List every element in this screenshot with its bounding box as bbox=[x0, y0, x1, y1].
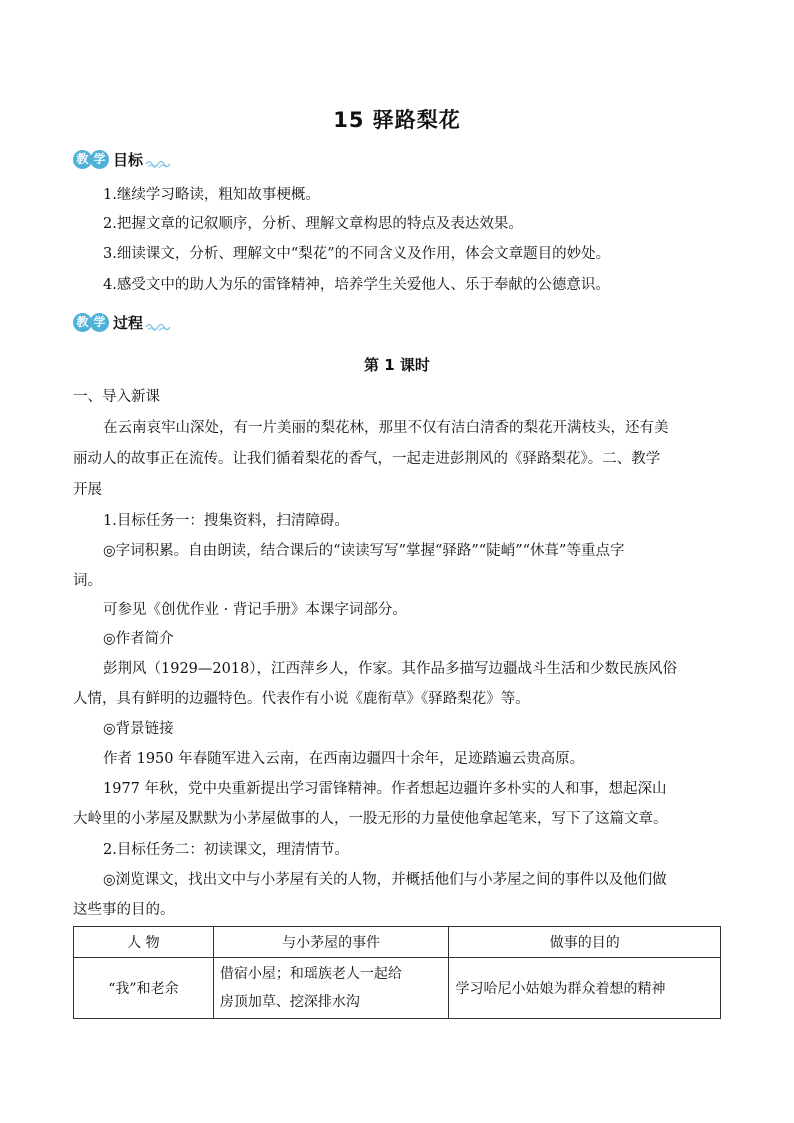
section-label: 过程 bbox=[113, 313, 144, 332]
section-header-process bbox=[73, 311, 171, 333]
wave-decoration-icon bbox=[145, 321, 171, 331]
body-line: 作者 1950 年春随军进入云南，在西南边疆四十余年，足迹踏遍云贵高原。 bbox=[103, 751, 585, 767]
table-header-cell: 人 物 bbox=[74, 927, 214, 958]
lesson-title: 第 1 课时 bbox=[364, 356, 430, 374]
table-header-row bbox=[74, 927, 721, 958]
event-line: 房顶加草、挖深排水沟 bbox=[219, 994, 360, 1010]
body-line: 2.目标任务二：初读课文，理清情节。 bbox=[103, 842, 349, 858]
body-line: ◎浏览课文，找出文中与小茅屋有关的人物，并概括他们与小茅屋之间的事件以及他们做 bbox=[103, 872, 667, 888]
body-line: 彭荆风（1929—2018），江西萍乡人，作家。其作品多描写边疆战斗生活和少数民族风俗 bbox=[103, 661, 678, 677]
table-cell-person: “我”和老余 bbox=[74, 958, 214, 1019]
goal-item: 2.把握文章的记叙顺序，分析、理解文章构思的特点及表达效果。 bbox=[103, 216, 523, 232]
badge-char: 教 bbox=[73, 150, 92, 169]
body-line: 人情，具有鲜明的边疆特色。代表作有小说《鹿衔草》《驿路梨花》等。 bbox=[73, 691, 530, 707]
goal-item: 3.细读课文，分析、理解文中“梨花”的不同含义及作用，体会文章题目的妙处。 bbox=[103, 246, 611, 262]
section-badge bbox=[73, 313, 107, 332]
body-line: 可参见《创优作业 · 背记手册》本课字词部分。 bbox=[103, 602, 407, 618]
badge-char: 学 bbox=[90, 313, 109, 332]
table-header-cell: 做事的目的 bbox=[449, 927, 721, 958]
section-label: 目标 bbox=[113, 150, 144, 169]
goal-item: 1.继续学习略读，粗知故事梗概。 bbox=[103, 187, 320, 203]
table-row bbox=[74, 958, 721, 1019]
body-line: 丽动人的故事正在流传。让我们循着梨花的香气，一起走进彭荆风的《驿路梨花》。二、教学 bbox=[73, 451, 661, 467]
body-line: 1.目标任务一：搜集资料，扫清障碍。 bbox=[103, 513, 349, 529]
badge-char: 教 bbox=[73, 313, 92, 332]
table-cell-purpose: 学习哈尼小姑娘为群众着想的精神 bbox=[449, 958, 721, 1019]
body-line: 这些事的目的。 bbox=[73, 902, 175, 918]
body-line: 一、导入新课 bbox=[73, 389, 160, 405]
table-header-cell: 与小茅屋的事件 bbox=[213, 927, 449, 958]
body-line: ◎字词积累。自由朗读，结合课后的“读读写写”掌握“驿路”“陡峭”“休葺”等重点字 bbox=[103, 543, 625, 559]
body-line: 在云南哀牢山深处，有一片美丽的梨花林，那里不仅有洁白清香的梨花开满枝头，还有美 bbox=[103, 420, 669, 436]
wave-decoration-icon bbox=[145, 158, 171, 168]
goal-item: 4.感受文中的助人为乐的雷锋精神，培养学生关爱他人、乐于奉献的公德意识。 bbox=[103, 277, 610, 293]
body-line: 大岭里的小茅屋及默默为小茅屋做事的人，一股无形的力量使他拿起笔来，写下了这篇文章。 bbox=[73, 811, 668, 827]
body-line: 词。 bbox=[73, 573, 102, 589]
badge-char: 学 bbox=[90, 150, 109, 169]
table-cell-event bbox=[213, 958, 449, 1019]
events-table bbox=[73, 926, 721, 1019]
body-line: 1977 年秋，党中央重新提出学习雷锋精神。作者想起边疆许多朴实的人和事，想起深山 bbox=[103, 781, 667, 797]
section-badge bbox=[73, 150, 107, 169]
section-header-goals bbox=[73, 148, 171, 170]
body-line: ◎作者简介 bbox=[103, 631, 174, 647]
page-title: 15 驿路梨花 bbox=[333, 108, 461, 132]
body-line: ◎背景链接 bbox=[103, 721, 174, 737]
body-line: 开展 bbox=[73, 482, 102, 498]
event-line: 借宿小屋；和瑶族老人一起给 bbox=[219, 966, 402, 982]
